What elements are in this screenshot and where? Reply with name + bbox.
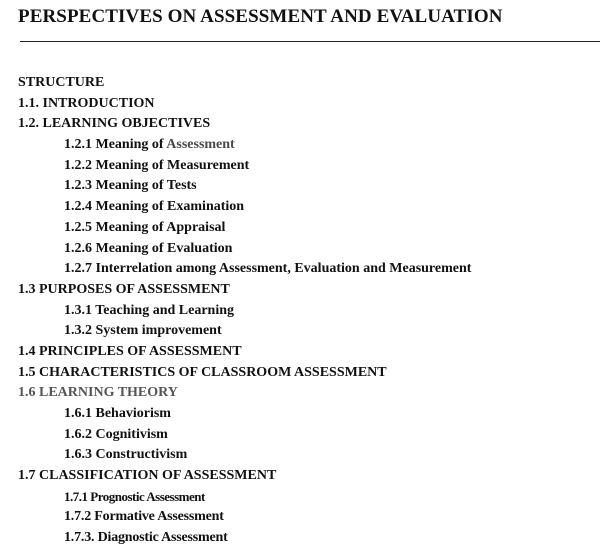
toc-item-characteristics: 1.5 CHARACTERISTICS OF CLASSROOM ASSESSMENT <box>18 364 387 380</box>
toc-item-meaning-of-measurement: 1.2.2 Meaning of Measurement <box>64 157 250 173</box>
toc-item-classification: 1.7 CLASSIFICATION OF ASSESSMENT <box>18 468 277 484</box>
toc-item-prognostic-assessment: 1.7.1 Prognostic Assessment <box>64 488 205 504</box>
toc-item-constructivism: 1.6.3 Constructivism <box>64 447 188 463</box>
toc-item-interrelation: 1.2.7 Interrelation among Assessment, Evaluation and Measurement <box>64 261 472 277</box>
toc-item-system-improvement: 1.3.2 System improvement <box>64 323 222 339</box>
title-divider <box>20 41 600 42</box>
toc-item-meaning-of-tests: 1.2.3 Meaning of Tests <box>64 178 197 194</box>
toc-item-meaning-of-examination: 1.2.4 Meaning of Examination <box>64 199 245 215</box>
toc-item-introduction: 1.1. INTRODUCTION <box>18 95 155 111</box>
table-of-contents <box>0 73 471 549</box>
toc-item-behaviorism: 1.6.1 Behaviorism <box>64 406 171 421</box>
page-title: PERSPECTIVES ON ASSESSMENT AND EVALUATION <box>18 6 503 27</box>
toc-item-diagnostic-assessment: 1.7.3. Diagnostic Assessment <box>64 530 228 546</box>
toc-heading-structure: STRUCTURE <box>18 75 105 90</box>
toc-item-learning-theory: 1.6 LEARNING THEORY <box>18 385 178 401</box>
toc-item-meaning-of-assessment <box>0 135 471 156</box>
toc-item-principles: 1.4 PRINCIPLES OF ASSESSMENT <box>18 343 242 359</box>
toc-item-highlight: Assessment <box>166 137 235 153</box>
toc-item-teaching-and-learning: 1.3.1 Teaching and Learning <box>64 302 234 318</box>
toc-item-prefix: 1.2.1 Meaning of <box>64 137 167 153</box>
toc-item-purposes: 1.3 PURPOSES OF ASSESSMENT <box>18 281 230 297</box>
toc-item-meaning-of-appraisal: 1.2.5 Meaning of Appraisal <box>64 219 226 235</box>
toc-item-formative-assessment: 1.7.2 Formative Assessment <box>64 509 224 525</box>
toc-item-meaning-of-evaluation: 1.2.6 Meaning of Evaluation <box>64 240 233 256</box>
toc-item-cognitivism: 1.6.2 Cognitivism <box>64 426 168 442</box>
toc-item-learning-objectives: 1.2. LEARNING OBJECTIVES <box>18 116 211 132</box>
